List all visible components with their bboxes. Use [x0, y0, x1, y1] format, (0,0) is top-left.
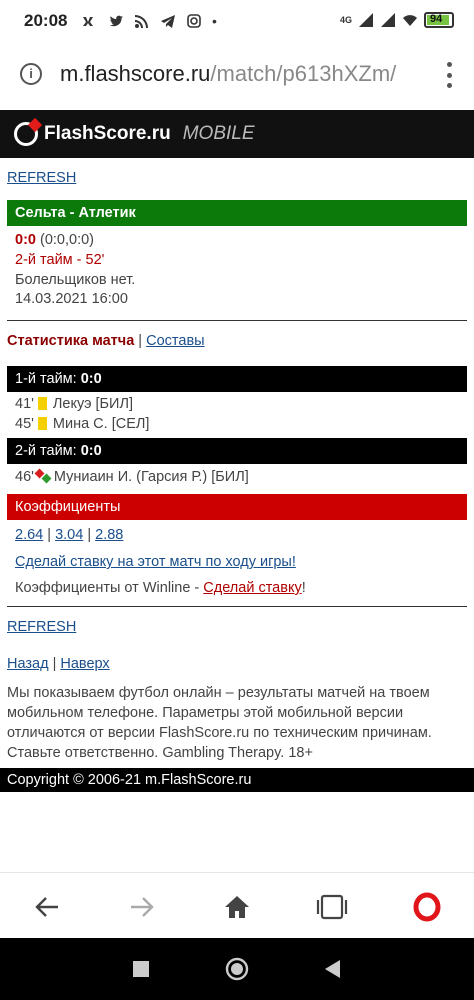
yellow-card-icon: [38, 417, 47, 430]
site-header: [0, 110, 474, 158]
fans-info: Болельщиков нет.: [15, 272, 136, 288]
battery-icon: 94: [424, 12, 454, 28]
url-text[interactable]: m.flashscore.ru/match/p613hXZm/: [60, 61, 397, 86]
address-bar[interactable]: [0, 44, 474, 108]
match-title: Сельта - Атлетик: [7, 200, 467, 226]
status-time: 20:08: [24, 11, 68, 30]
bet-now-link[interactable]: Сделай ставку: [203, 580, 302, 596]
info-icon[interactable]: i: [20, 63, 42, 85]
tab-lineups[interactable]: Составы: [146, 333, 205, 349]
vk-icon: [82, 13, 98, 29]
more-icon: •: [212, 13, 217, 29]
browser-menu-icon[interactable]: [446, 62, 452, 88]
signal-icon-2: [380, 12, 396, 28]
browser-bottom-nav: [0, 872, 474, 938]
odd-draw[interactable]: 3.04: [55, 527, 84, 543]
odd-home[interactable]: 2.64: [15, 527, 44, 543]
half1-header: 1-й тайм: 0:0: [7, 366, 467, 392]
status-bar: [0, 0, 474, 44]
forward-arrow-icon[interactable]: [122, 887, 162, 927]
recent-apps-icon[interactable]: [130, 958, 152, 980]
match-period: 2-й тайм - 52': [15, 252, 105, 268]
back-link[interactable]: Назад: [7, 656, 49, 672]
refresh-link-top[interactable]: REFRESH: [7, 170, 77, 186]
event-row: 46' Муниаин И. (Гарсия Р.) [БИЛ]: [15, 469, 249, 485]
twitter-icon: [108, 13, 124, 29]
match-tabs: Статистика матча | Составы: [7, 333, 205, 349]
opera-menu-icon[interactable]: [407, 887, 447, 927]
yellow-card-icon: [38, 397, 47, 410]
refresh-link-bottom[interactable]: REFRESH: [7, 619, 77, 635]
network-type: 4G: [339, 15, 352, 25]
event-row: 41' Лекуэ [БИЛ]: [15, 396, 134, 412]
match-datetime: 14.03.2021 16:00: [15, 291, 128, 307]
copyright: Copyright © 2006-21 m.FlashScore.ru: [0, 768, 474, 792]
substitution-icon: [36, 469, 52, 483]
home-icon[interactable]: [217, 887, 257, 927]
odd-away[interactable]: 2.88: [95, 527, 124, 543]
odds-row: 2.64 | 3.04 | 2.88: [15, 527, 124, 543]
live-bet-link[interactable]: Сделай ставку на этот матч по ходу игры!: [15, 554, 296, 570]
signal-icon: [358, 12, 374, 28]
telegram-icon: [160, 13, 176, 29]
footer-description: Мы показываем футбол онлайн – результаты матчей на твоем мобильном телефоне. Параметры этой мобильной версии отличаются от версии FlashScore.ru по техническим причинам. Ставьте ответственно. Gambling Therapy. 18+: [7, 685, 432, 761]
tabs-icon[interactable]: [312, 887, 352, 927]
divider: [7, 320, 467, 321]
event-row: 45' Мина С. [СЕЛ]: [15, 416, 150, 432]
divider: [7, 606, 467, 607]
site-logo[interactable]: FlashScore.ru MOBILE: [14, 122, 255, 146]
odds-header: Коэффициенты: [7, 494, 467, 520]
instagram-icon: [186, 13, 202, 29]
half2-header: 2-й тайм: 0:0: [7, 438, 467, 464]
rss-icon: [134, 13, 150, 29]
back-button-icon[interactable]: [322, 958, 344, 980]
top-link[interactable]: Наверх: [60, 656, 110, 672]
home-button-icon[interactable]: [226, 958, 248, 980]
system-nav-bar: [0, 938, 474, 1000]
back-arrow-icon[interactable]: [27, 887, 67, 927]
flashscore-logo-icon: [14, 122, 38, 146]
tab-stats[interactable]: Статистика матча: [7, 333, 135, 349]
score-line: 0:0 (0:0,0:0): [15, 232, 94, 248]
page-nav: Назад | Наверх: [7, 656, 110, 672]
odds-provider: Коэффициенты от Winline - Сделай ставку!: [15, 580, 306, 596]
wifi-icon: [402, 12, 418, 28]
